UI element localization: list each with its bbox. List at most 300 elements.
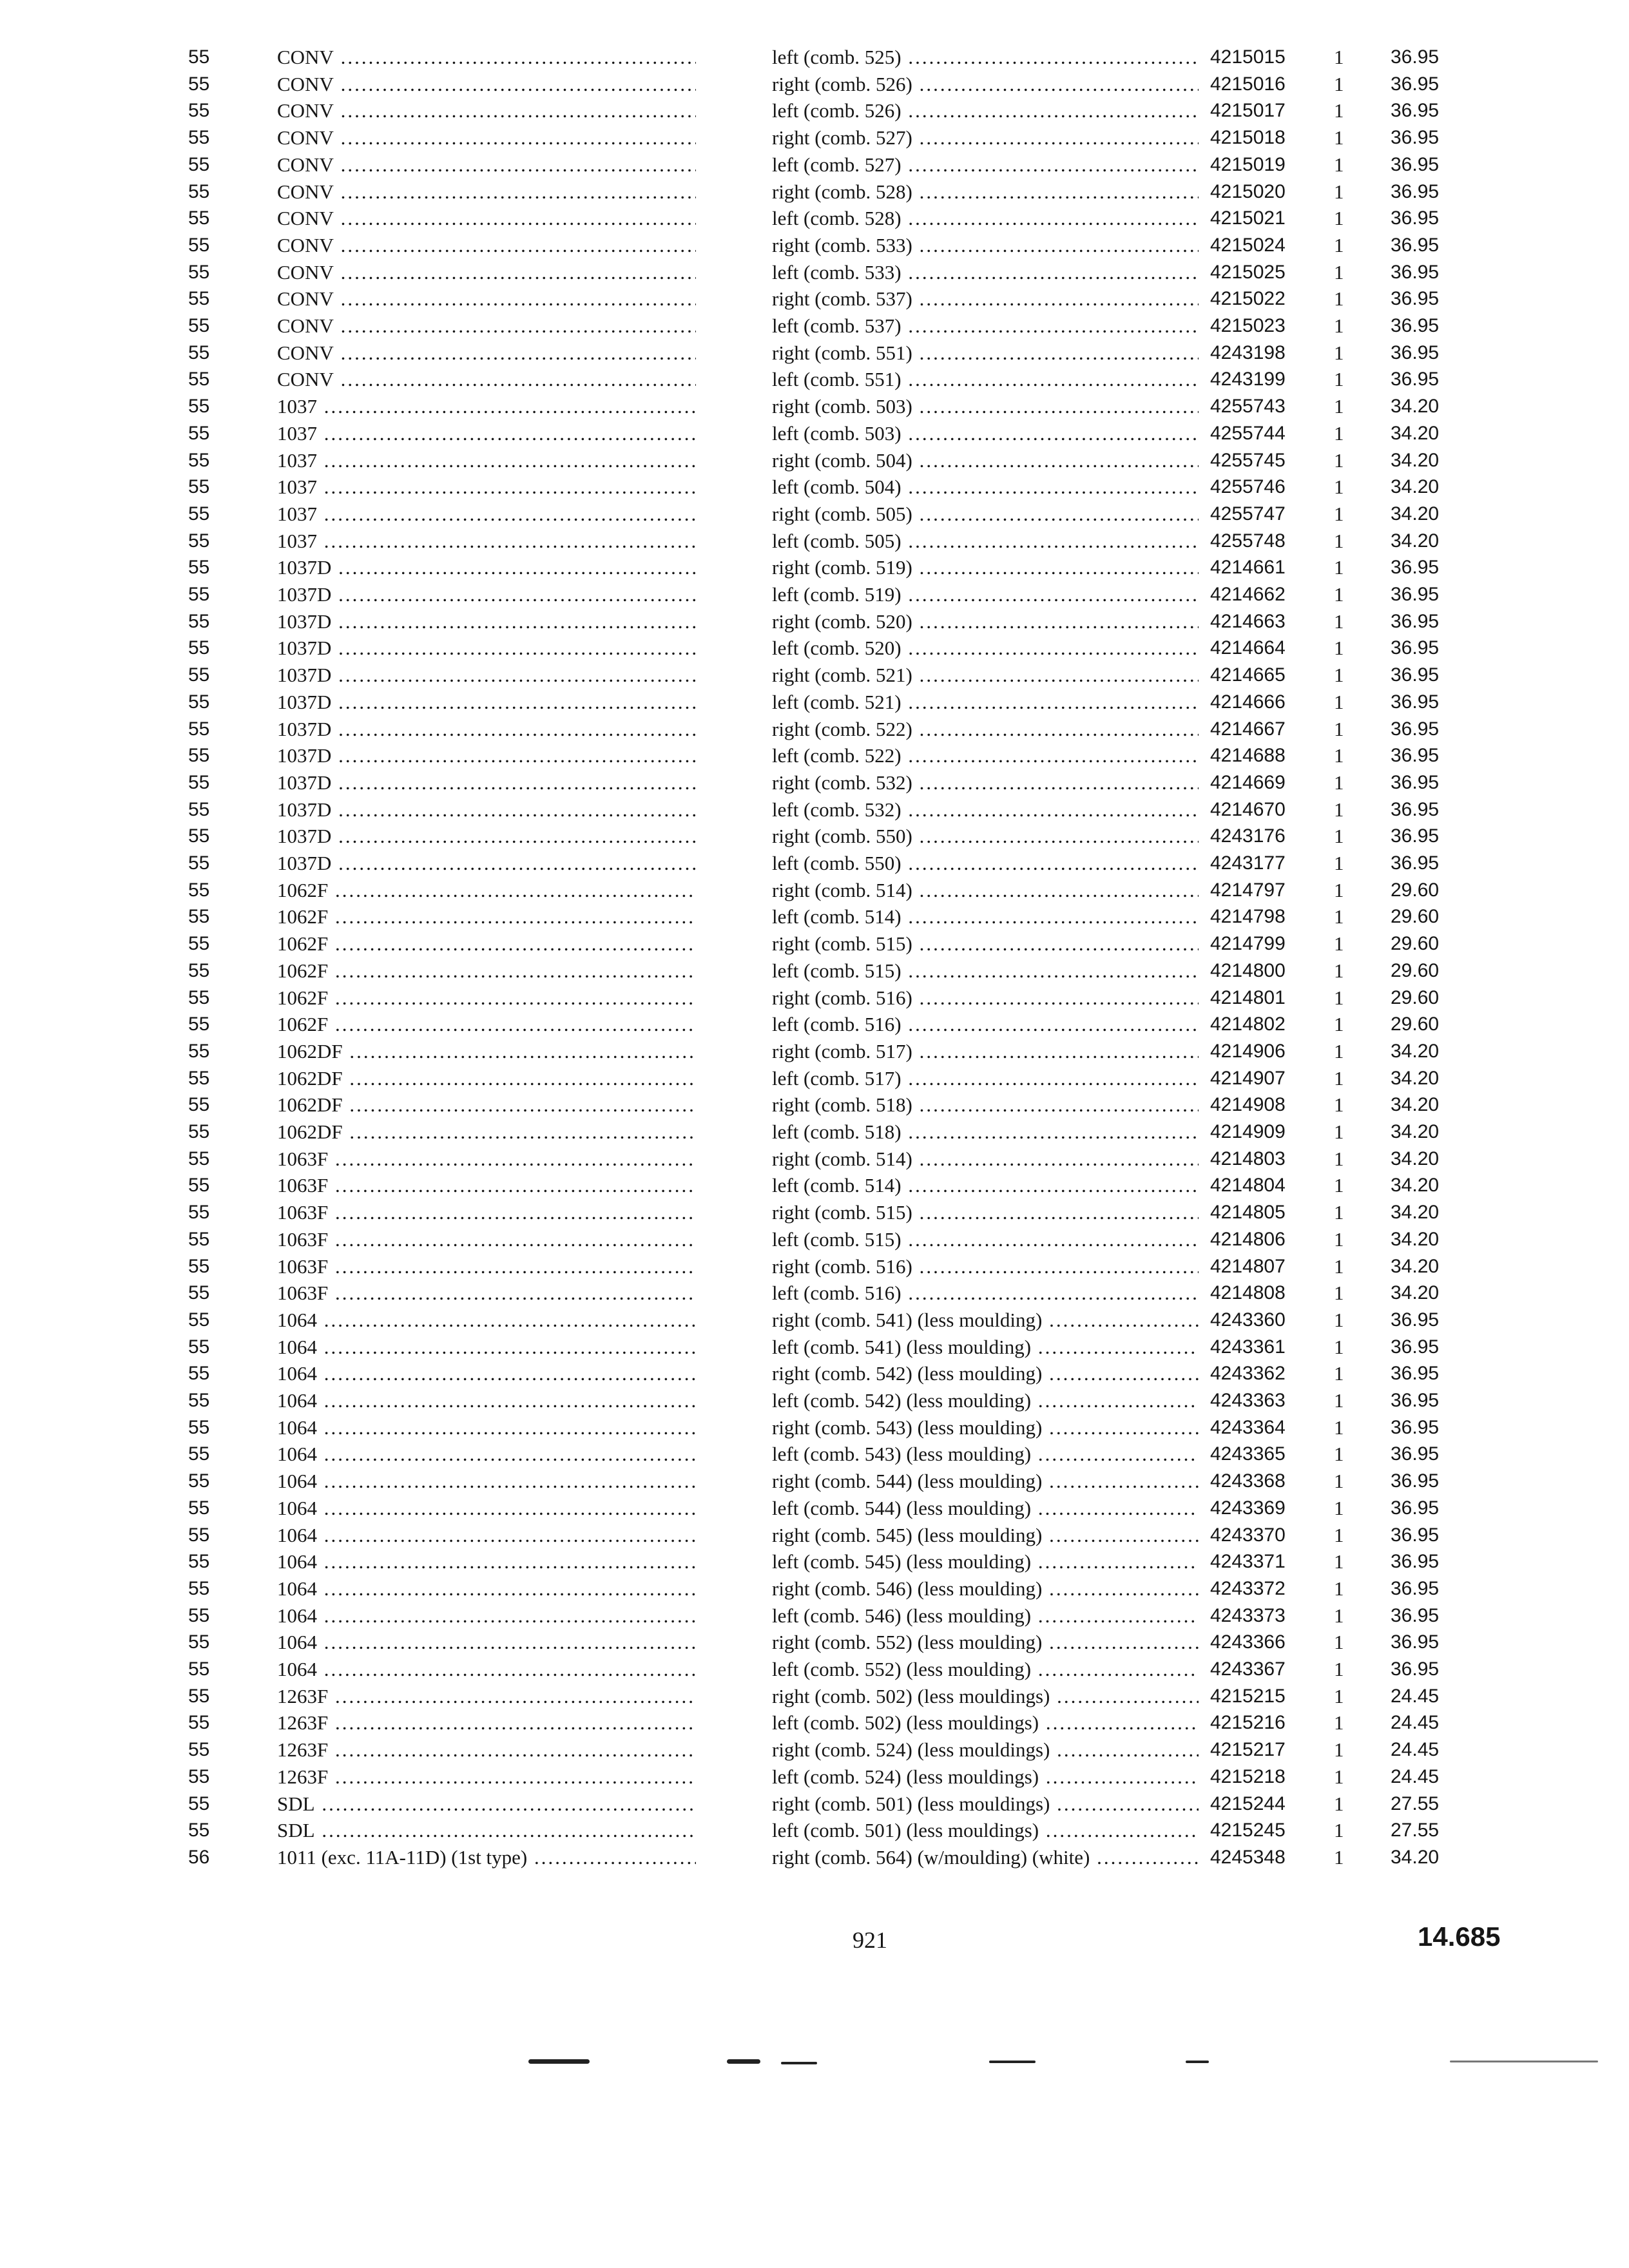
part-number: 4243367 (1210, 1658, 1286, 1680)
quantity: 1 (1334, 825, 1344, 847)
part-description: left (comb. 526) ..... (772, 97, 1199, 124)
table-row (0, 716, 1629, 743)
part-description: right (comb. 537) ..... (772, 285, 1199, 312)
quantity: 1 (1334, 1309, 1344, 1331)
part-description: left (comb. 552) (less moulding) ..... (772, 1656, 1199, 1683)
model-name: 1037 ..... (277, 420, 696, 447)
price: 34.20 (1391, 450, 1440, 471)
model-name: SDL ..... (277, 1817, 696, 1844)
part-number: 4255748 (1210, 530, 1286, 552)
table-row (0, 178, 1629, 206)
price: 36.95 (1391, 691, 1440, 713)
model-name: 1064 ..... (277, 1629, 696, 1656)
scan-smudge (1186, 2061, 1209, 2063)
part-number: 4255746 (1210, 476, 1286, 497)
quantity: 1 (1334, 1282, 1344, 1304)
price: 36.95 (1391, 772, 1440, 793)
table-row (0, 71, 1629, 98)
part-description: left (comb. 544) (less moulding) ..... (772, 1495, 1199, 1522)
model-name: 1063F ..... (277, 1280, 696, 1307)
price: 24.45 (1391, 1712, 1440, 1733)
group-number: 55 (188, 1041, 210, 1062)
part-number: 4214797 (1210, 879, 1286, 901)
part-number: 4214798 (1210, 906, 1286, 927)
part-number: 4215218 (1210, 1766, 1286, 1787)
part-description: right (comb. 503) ..... (772, 393, 1199, 420)
part-number: 4215244 (1210, 1793, 1286, 1814)
part-number: 4214662 (1210, 584, 1286, 605)
scan-smudge (528, 2059, 590, 2064)
quantity: 1 (1334, 637, 1344, 659)
table-row (0, 528, 1629, 555)
table-row (0, 1736, 1629, 1763)
group-number: 55 (188, 1712, 210, 1733)
model-name: CONV ..... (277, 312, 696, 340)
model-name: 1062F ..... (277, 985, 696, 1012)
table-row (0, 742, 1629, 769)
price: 34.20 (1391, 1068, 1440, 1089)
group-number: 55 (188, 1202, 210, 1223)
group-number: 55 (188, 1497, 210, 1519)
model-name: 1064 ..... (277, 1495, 696, 1522)
table-row (0, 1253, 1629, 1280)
price: 36.95 (1391, 584, 1440, 605)
group-number: 55 (188, 664, 210, 686)
model-name: CONV ..... (277, 285, 696, 312)
price: 36.95 (1391, 1443, 1440, 1465)
part-description: left (comb. 532) ..... (772, 796, 1199, 823)
group-number: 55 (188, 1229, 210, 1250)
model-name: 1064 ..... (277, 1414, 696, 1441)
part-description: right (comb. 550) ..... (772, 823, 1199, 850)
part-number: 4214670 (1210, 799, 1286, 820)
quantity: 1 (1334, 1336, 1344, 1358)
group-number: 55 (188, 1068, 210, 1089)
table-row (0, 850, 1629, 877)
part-description: left (comb. 520) ..... (772, 635, 1199, 662)
group-number: 55 (188, 1363, 210, 1384)
model-name: 1063F ..... (277, 1226, 696, 1253)
part-description: right (comb. 522) ..... (772, 716, 1199, 743)
price: 36.95 (1391, 825, 1440, 847)
model-name: 1062F ..... (277, 930, 696, 957)
quantity: 1 (1334, 852, 1344, 874)
model-name: 1063F ..... (277, 1172, 696, 1199)
group-number: 55 (188, 342, 210, 363)
model-name: CONV ..... (277, 44, 696, 71)
part-number: 4215022 (1210, 288, 1286, 309)
part-number: 4255743 (1210, 396, 1286, 417)
model-name: 1037D ..... (277, 689, 696, 716)
price: 34.20 (1391, 396, 1440, 417)
price: 36.95 (1391, 852, 1440, 874)
price: 36.95 (1391, 73, 1440, 95)
table-row (0, 1763, 1629, 1791)
quantity: 1 (1334, 395, 1344, 418)
part-description: left (comb. 542) (less moulding) ..... (772, 1387, 1199, 1414)
quantity: 1 (1334, 1228, 1344, 1251)
group-number: 55 (188, 825, 210, 847)
table-row (0, 930, 1629, 957)
quantity: 1 (1334, 583, 1344, 606)
part-number: 4255747 (1210, 503, 1286, 524)
part-description: left (comb. 516) ..... (772, 1280, 1199, 1307)
part-number: 4215245 (1210, 1820, 1286, 1841)
part-description: left (comb. 521) ..... (772, 689, 1199, 716)
price: 36.95 (1391, 1658, 1440, 1680)
part-number: 4214807 (1210, 1256, 1286, 1277)
model-name: 1062F ..... (277, 903, 696, 930)
table-row (0, 1791, 1629, 1818)
quantity: 1 (1334, 1093, 1344, 1116)
part-description: left (comb. 551) ..... (772, 366, 1199, 393)
table-row (0, 1602, 1629, 1629)
price: 36.95 (1391, 1470, 1440, 1492)
table-row (0, 1495, 1629, 1522)
part-number: 4214665 (1210, 664, 1286, 686)
table-row (0, 1334, 1629, 1361)
price: 27.55 (1391, 1793, 1440, 1814)
part-description: right (comb. 519) ..... (772, 554, 1199, 581)
part-description: right (comb. 544) (less moulding) ..... (772, 1468, 1199, 1495)
quantity: 1 (1334, 1631, 1344, 1653)
group-number: 55 (188, 1148, 210, 1169)
group-number: 55 (188, 1739, 210, 1760)
table-row (0, 1280, 1629, 1307)
part-description: left (comb. 518) ..... (772, 1119, 1199, 1146)
model-name: 1037 ..... (277, 528, 696, 555)
table-row (0, 1522, 1629, 1549)
price: 36.95 (1391, 1497, 1440, 1519)
price: 36.95 (1391, 799, 1440, 820)
part-number: 4243198 (1210, 342, 1286, 363)
model-name: 1063F ..... (277, 1253, 696, 1280)
group-number: 55 (188, 1524, 210, 1546)
table-row (0, 97, 1629, 124)
part-description: right (comb. 551) ..... (772, 340, 1199, 367)
page-number: 921 (853, 1927, 887, 1953)
part-number: 4243360 (1210, 1309, 1286, 1331)
quantity: 1 (1334, 1040, 1344, 1062)
model-name: CONV ..... (277, 340, 696, 367)
price: 36.95 (1391, 1309, 1440, 1331)
group-number: 55 (188, 423, 210, 444)
part-number: 4215021 (1210, 207, 1286, 229)
model-name: 1037D ..... (277, 716, 696, 743)
model-name: 1037D ..... (277, 796, 696, 823)
quantity: 1 (1334, 1416, 1344, 1439)
part-description: left (comb. 550) ..... (772, 850, 1199, 877)
table-row (0, 554, 1629, 581)
price: 36.95 (1391, 1631, 1440, 1653)
price: 34.20 (1391, 1148, 1440, 1169)
price: 34.20 (1391, 1229, 1440, 1250)
part-description: right (comb. 501) (less mouldings) ..... (772, 1791, 1199, 1818)
model-name: 1062F ..... (277, 957, 696, 985)
group-number: 55 (188, 637, 210, 658)
part-description: right (comb. 532) ..... (772, 769, 1199, 796)
price: 36.95 (1391, 1524, 1440, 1546)
table-row (0, 662, 1629, 689)
part-number: 4245348 (1210, 1847, 1286, 1868)
group-number: 55 (188, 718, 210, 740)
table-row (0, 1360, 1629, 1387)
part-description: left (comb. 546) (less moulding) ..... (772, 1602, 1199, 1629)
part-number: 4214663 (1210, 611, 1286, 632)
part-description: left (comb. 515) ..... (772, 1226, 1199, 1253)
part-number: 4214800 (1210, 960, 1286, 981)
part-description: right (comb. 552) (less moulding) ..... (772, 1629, 1199, 1656)
price: 36.95 (1391, 127, 1440, 148)
part-description: left (comb. 514) ..... (772, 1172, 1199, 1199)
part-description: right (comb. 524) (less mouldings) ..... (772, 1736, 1199, 1763)
part-description: right (comb. 518) ..... (772, 1091, 1199, 1119)
group-number: 55 (188, 315, 210, 336)
part-number: 4214806 (1210, 1229, 1286, 1250)
price: 36.95 (1391, 1390, 1440, 1411)
table-row (0, 232, 1629, 259)
price: 36.95 (1391, 154, 1440, 175)
quantity: 1 (1334, 1174, 1344, 1196)
part-description: left (comb. 527) ..... (772, 151, 1199, 178)
group-number: 55 (188, 1014, 210, 1035)
group-number: 55 (188, 745, 210, 766)
price: 36.95 (1391, 718, 1440, 740)
part-number: 4214804 (1210, 1175, 1286, 1196)
part-description: left (comb. 524) (less mouldings) ..... (772, 1763, 1199, 1791)
model-name: 1064 ..... (277, 1656, 696, 1683)
quantity: 1 (1334, 449, 1344, 472)
quantity: 1 (1334, 959, 1344, 982)
part-description: right (comb. 528) ..... (772, 178, 1199, 206)
quantity: 1 (1334, 1685, 1344, 1707)
model-name: 1064 ..... (277, 1441, 696, 1468)
model-name: CONV ..... (277, 151, 696, 178)
table-row (0, 1629, 1629, 1656)
table-row (0, 501, 1629, 528)
price: 34.20 (1391, 503, 1440, 524)
model-name: 1062F ..... (277, 877, 696, 904)
group-number: 55 (188, 1631, 210, 1653)
price: 34.20 (1391, 1041, 1440, 1062)
quantity: 1 (1334, 503, 1344, 525)
group-number: 55 (188, 1390, 210, 1411)
price: 34.20 (1391, 476, 1440, 497)
quantity: 1 (1334, 234, 1344, 256)
table-row (0, 44, 1629, 71)
quantity: 1 (1334, 1658, 1344, 1680)
table-row (0, 877, 1629, 904)
part-number: 4243362 (1210, 1363, 1286, 1384)
group-number: 55 (188, 1658, 210, 1680)
quantity: 1 (1334, 1792, 1344, 1815)
price: 36.95 (1391, 1578, 1440, 1599)
table-row (0, 1468, 1629, 1495)
quantity: 1 (1334, 99, 1344, 122)
group-number: 55 (188, 154, 210, 175)
price: 24.45 (1391, 1766, 1440, 1787)
price: 36.95 (1391, 369, 1440, 390)
table-row (0, 903, 1629, 930)
model-name: 1037D ..... (277, 581, 696, 608)
model-name: 1064 ..... (277, 1548, 696, 1575)
price: 36.95 (1391, 262, 1440, 283)
table-row (0, 608, 1629, 635)
price: 36.95 (1391, 1363, 1440, 1384)
table-row (0, 1199, 1629, 1226)
quantity: 1 (1334, 1846, 1344, 1869)
group-number: 55 (188, 1417, 210, 1438)
group-number: 55 (188, 584, 210, 605)
quantity: 1 (1334, 1765, 1344, 1788)
group-number: 55 (188, 530, 210, 552)
quantity: 1 (1334, 556, 1344, 579)
price: 36.95 (1391, 100, 1440, 121)
part-number: 4215015 (1210, 46, 1286, 68)
table-row (0, 1011, 1629, 1038)
price: 34.20 (1391, 1256, 1440, 1277)
table-row (0, 1065, 1629, 1092)
group-number: 55 (188, 1578, 210, 1599)
quantity: 1 (1334, 1497, 1344, 1519)
group-number: 55 (188, 235, 210, 256)
part-number: 4243373 (1210, 1605, 1286, 1626)
part-number: 4215215 (1210, 1686, 1286, 1707)
quantity: 1 (1334, 476, 1344, 498)
quantity: 1 (1334, 1577, 1344, 1600)
group-number: 55 (188, 1551, 210, 1572)
part-description: right (comb. 514) ..... (772, 877, 1199, 904)
model-name: CONV ..... (277, 232, 696, 259)
part-number: 4215017 (1210, 100, 1286, 121)
part-number: 4243372 (1210, 1578, 1286, 1599)
part-description: left (comb. 517) ..... (772, 1065, 1199, 1092)
part-number: 4243361 (1210, 1336, 1286, 1358)
table-row (0, 1683, 1629, 1710)
part-number: 4214808 (1210, 1282, 1286, 1303)
model-name: 1064 ..... (277, 1334, 696, 1361)
quantity: 1 (1334, 126, 1344, 149)
model-name: 1064 ..... (277, 1307, 696, 1334)
group-number: 55 (188, 1336, 210, 1358)
quantity: 1 (1334, 798, 1344, 821)
table-row (0, 1548, 1629, 1575)
quantity: 1 (1334, 1067, 1344, 1090)
part-description: right (comb. 517) ..... (772, 1038, 1199, 1065)
price: 36.95 (1391, 1605, 1440, 1626)
part-description: right (comb. 541) (less moulding) ..... (772, 1307, 1199, 1334)
part-description: left (comb. 504) ..... (772, 474, 1199, 501)
part-description: right (comb. 533) ..... (772, 232, 1199, 259)
price: 24.45 (1391, 1739, 1440, 1760)
part-description: left (comb. 541) (less moulding) ..... (772, 1334, 1199, 1361)
table-row (0, 1441, 1629, 1468)
quantity: 1 (1334, 879, 1344, 901)
model-name: CONV ..... (277, 259, 696, 286)
part-number: 4215018 (1210, 127, 1286, 148)
part-number: 4243370 (1210, 1524, 1286, 1546)
model-name: 1037D ..... (277, 769, 696, 796)
price: 34.20 (1391, 423, 1440, 444)
part-description: right (comb. 515) ..... (772, 1199, 1199, 1226)
group-number: 55 (188, 1121, 210, 1142)
part-description: right (comb. 542) (less moulding) ..... (772, 1360, 1199, 1387)
group-number: 55 (188, 476, 210, 497)
part-number: 4214805 (1210, 1202, 1286, 1223)
group-number: 55 (188, 1443, 210, 1465)
part-description: left (comb. 543) (less moulding) ..... (772, 1441, 1199, 1468)
group-number: 55 (188, 960, 210, 981)
part-description: left (comb. 525) ..... (772, 44, 1199, 71)
group-number: 55 (188, 799, 210, 820)
table-row (0, 151, 1629, 178)
quantity: 1 (1334, 1120, 1344, 1143)
price: 36.95 (1391, 611, 1440, 632)
price: 36.95 (1391, 557, 1440, 578)
table-row (0, 205, 1629, 232)
model-name: 1064 ..... (277, 1602, 696, 1629)
quantity: 1 (1334, 986, 1344, 1009)
quantity: 1 (1334, 691, 1344, 713)
model-name: 1011 (exc. 11A-11D) (1st type) ..... (277, 1844, 696, 1871)
quantity: 1 (1334, 261, 1344, 284)
model-name: CONV ..... (277, 178, 696, 206)
part-number: 4214908 (1210, 1094, 1286, 1115)
quantity: 1 (1334, 153, 1344, 176)
part-number: 4215024 (1210, 235, 1286, 256)
part-description: left (comb. 514) ..... (772, 903, 1199, 930)
part-number: 4214909 (1210, 1121, 1286, 1142)
price: 36.95 (1391, 235, 1440, 256)
table-row (0, 393, 1629, 420)
table-row (0, 259, 1629, 286)
group-number: 55 (188, 73, 210, 95)
part-number: 4215019 (1210, 154, 1286, 175)
scan-smudge (989, 2061, 1036, 2063)
group-number: 55 (188, 1766, 210, 1787)
model-name: 1062DF ..... (277, 1119, 696, 1146)
table-row (0, 1709, 1629, 1736)
table-row (0, 285, 1629, 312)
table-row (0, 796, 1629, 823)
group-number: 55 (188, 772, 210, 793)
part-description: left (comb. 516) ..... (772, 1011, 1199, 1038)
model-name: 1064 ..... (277, 1360, 696, 1387)
model-name: 1064 ..... (277, 1522, 696, 1549)
quantity: 1 (1334, 932, 1344, 955)
table-row (0, 1844, 1629, 1871)
price: 29.60 (1391, 960, 1440, 981)
table-row (0, 366, 1629, 393)
part-description: right (comb. 515) ..... (772, 930, 1199, 957)
model-name: 1037D ..... (277, 554, 696, 581)
model-name: 1064 ..... (277, 1575, 696, 1602)
table-row (0, 1091, 1629, 1119)
part-description: left (comb. 503) ..... (772, 420, 1199, 447)
part-description: left (comb. 528) ..... (772, 205, 1199, 232)
part-number: 4243177 (1210, 852, 1286, 874)
part-description: right (comb. 527) ..... (772, 124, 1199, 151)
part-number: 4214667 (1210, 718, 1286, 740)
part-number: 4243369 (1210, 1497, 1286, 1519)
model-name: 1064 ..... (277, 1387, 696, 1414)
table-row (0, 1172, 1629, 1199)
part-number: 4214803 (1210, 1148, 1286, 1169)
model-name: CONV ..... (277, 124, 696, 151)
quantity: 1 (1334, 1362, 1344, 1385)
quantity: 1 (1334, 180, 1344, 203)
table-row (0, 1146, 1629, 1173)
